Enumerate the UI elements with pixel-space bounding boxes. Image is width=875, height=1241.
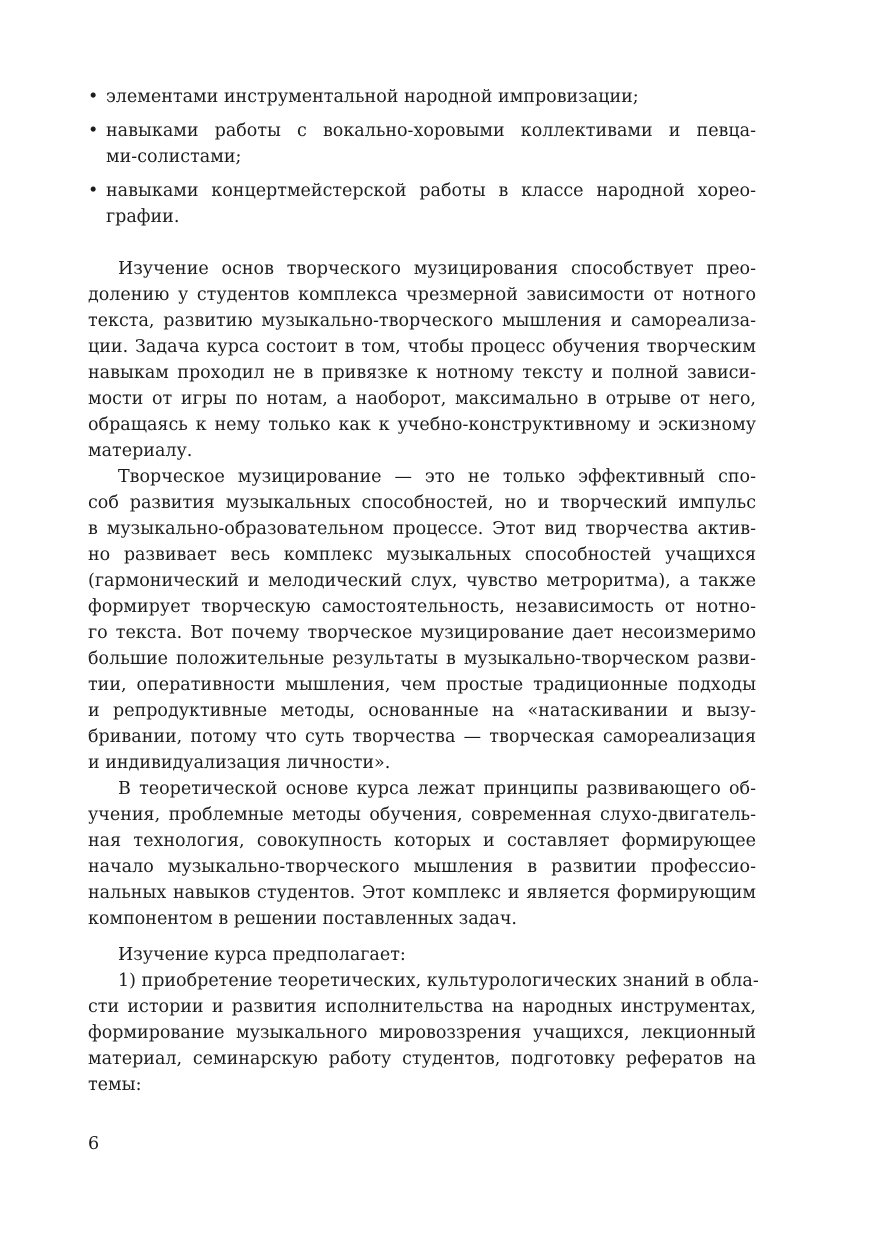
- text-line: В теоретической основе курса лежат принципы развивающего об-: [118, 779, 756, 799]
- bullet-dot-icon: •: [88, 121, 99, 141]
- text-line: (гармонический и мелодический слух, чувство метроритма), а также: [88, 571, 756, 591]
- text-line: навыками концертмейстерской работы в классе народной хорео-: [106, 181, 756, 201]
- text-line: ции. Задача курса состоит в том, чтобы процесс обучения творческим: [88, 337, 756, 357]
- text-line: темы:: [88, 1075, 142, 1095]
- text-line: но развивает весь комплекс музыкальных способностей учащихся: [88, 545, 756, 565]
- text-line: материалу.: [88, 441, 193, 461]
- text-line: бривании, потому что суть творчества — творческая самореализация: [88, 727, 756, 747]
- text-line: сти истории и развития исполнительства на народных инструментах,: [88, 997, 756, 1017]
- paragraph-2: [88, 464, 756, 776]
- text-line: ная технология, совокупность которых и составляет формирующее: [88, 831, 756, 851]
- text-line: материал, семинарскую работу студентов, подготовку рефератов на: [88, 1049, 756, 1069]
- bullet-item: [88, 84, 756, 110]
- text-line: 1) приобретение теоретических, культурологических знаний в обла-: [118, 971, 759, 991]
- text-line: Изучение курса предполагает:: [118, 945, 406, 965]
- page-number: 6: [88, 1134, 100, 1154]
- text-line: обращаясь к нему только как к учебно-конструктивному и эскизному: [88, 415, 756, 435]
- text-line: ми-солистами;: [106, 147, 242, 167]
- text-line: формирует творческую самостоятельность, независимость от нотно-: [88, 597, 756, 617]
- text-line: тии, оперативности мышления, чем простые традиционные подходы: [88, 675, 756, 695]
- text-line: мости от игры по нотам, а наоборот, максимально в отрыве от него,: [88, 389, 756, 409]
- text-line: соб развития музыкальных способностей, но и творческий импульс: [88, 493, 756, 513]
- bullet-item: [88, 118, 756, 170]
- text-line: навыкам проходил не в привязке к нотному тексту и полной зависи-: [88, 363, 756, 383]
- text-line: учения, проблемные методы обучения, современная слухо-двигатель-: [88, 805, 756, 825]
- text-line: компонентом в решении поставленных задач.: [88, 909, 517, 929]
- paragraph-3: [88, 776, 756, 932]
- text-line: нальных навыков студентов. Этот комплекс и является формирующим: [88, 883, 756, 903]
- bullet-dot-icon: •: [88, 181, 99, 201]
- text-line: текста, развитию музыкально-творческого мышления и самореализа-: [88, 311, 756, 331]
- text-line: Изучение основ творческого музицирования способствует прео-: [118, 259, 756, 279]
- text-line: в музыкально-образовательном процессе. Этот вид творчества актив-: [88, 519, 756, 539]
- paragraph-4: [88, 942, 756, 968]
- text-line: элементами инструментальной народной импровизации;: [106, 87, 639, 107]
- text-line: начало музыкально-творческого мышления в развитии профессио-: [88, 857, 756, 877]
- text-line: навыками работы с вокально-хоровыми коллективами и певца-: [106, 121, 756, 141]
- spacer: [88, 932, 756, 942]
- text-line: го текста. Вот почему творческое музицирование дает несоизмеримо: [88, 623, 756, 643]
- spacer: [88, 238, 756, 256]
- text-line: формирование музыкального мировоззрения учащихся, лекционный: [88, 1023, 756, 1043]
- text-line: Творческое музицирование — это не только эффективный спо-: [118, 467, 756, 487]
- page-body: [88, 84, 759, 1098]
- text-line: графии.: [106, 207, 180, 227]
- text-line: большие положительные результаты в музыкально-творческом разви-: [88, 649, 756, 669]
- text-line: и репродуктивные методы, основанные на «натаскивании и вызу-: [88, 701, 756, 721]
- text-line: и индивидуализация личности».: [88, 753, 391, 773]
- text-line: долению у студентов комплекса чрезмерной зависимости от нотного: [88, 285, 756, 305]
- bullet-dot-icon: •: [88, 87, 99, 107]
- paragraph-1: [88, 256, 756, 464]
- bullet-item: [88, 178, 756, 230]
- paragraph-5: [88, 968, 759, 1098]
